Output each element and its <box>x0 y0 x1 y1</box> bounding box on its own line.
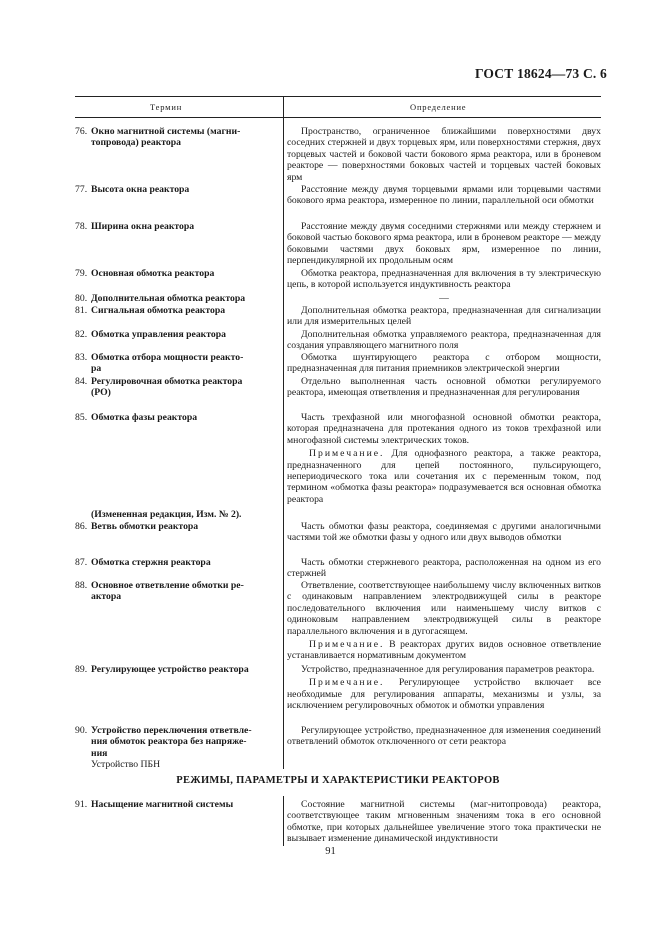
term-text: Обмотка управления реактора <box>91 329 226 340</box>
definition-note <box>287 677 601 711</box>
term-cell <box>75 412 280 423</box>
entry-number: 81. <box>75 305 88 316</box>
entry-number: 89. <box>75 664 88 675</box>
entry-number: 80. <box>75 293 88 304</box>
entry-number: 79. <box>75 268 88 279</box>
header-bottom-rule <box>75 117 601 118</box>
term-cell <box>75 221 280 232</box>
term-cell <box>75 664 280 675</box>
section-title: РЕЖИМЫ, ПАРАМЕТРЫ И ХАРАКТЕРИСТИКИ РЕАКТОРОВ <box>176 775 500 786</box>
column-divider <box>283 117 284 769</box>
term-text-cont: (РО) <box>91 387 111 399</box>
note-label: Примечание. <box>309 677 385 689</box>
definition-cell <box>287 126 601 183</box>
term-cell <box>75 184 280 195</box>
term-text-cont: топровода) реактора <box>91 137 181 149</box>
term-text: Обмотка стержня реактора <box>91 557 211 568</box>
definition-text: — <box>439 293 449 304</box>
entry-number: 84. <box>75 376 88 387</box>
definition-text: Часть трехфазной или многофазной основной обмотки реактора, которая предназначена для протекания одного из токов трехфазной или многофазной системы электрических токов. <box>287 412 601 446</box>
definition-text: Часть обмотки фазы реактора, соединяемая с другими аналогичными частями той же обмотки фазы у одного или двух выводов обмотки <box>287 521 601 544</box>
definition-text: Ответвление, соответствующее наибольшему числу включенных витков с одинаковым направлением электродвижущей силы в реакторе последовательного включения или наименьшему числу витков с одиноковым направлением электродвижущей силы в реакторе параллельного включения и в дугогасящем. <box>287 580 601 637</box>
entry-number: 91. <box>75 799 88 810</box>
term-cell <box>75 293 280 304</box>
definition-cell <box>287 221 601 267</box>
definition-cell <box>287 664 601 712</box>
definition-text: Пространство, ограниченное ближайшими поверхностями двух соседних стержней и двух торцевых ярм, или поверхностями стержня, двух торцевых частей и боковой части бокового ярма реактора, или в броневом реакторе — поверхностями боковых частей и торцевых частей боковых ярм <box>287 126 601 183</box>
term-text: Регулировочная обмотка реактора <box>91 376 243 387</box>
definition-text: Дополнительная обмотка управляемого реактора, предназначенная для создания управляющего магнитного поля <box>287 329 601 352</box>
term-text: Дополнительная обмотка реактора <box>91 293 246 304</box>
definition-cell <box>287 352 601 375</box>
column-divider-lower <box>283 796 284 846</box>
definition-text: Дополнительная обмотка реактора, предназначенная для сигнализации или для измерительных целей <box>287 305 601 328</box>
entry-number: 88. <box>75 580 88 591</box>
entry-number: 76. <box>75 126 88 137</box>
definition-note <box>287 448 601 505</box>
term-text: Ширина окна реактора <box>91 221 195 232</box>
amendment-note: (Измененная редакция, Изм. № 2). <box>91 509 242 520</box>
entry-number: 78. <box>75 221 88 232</box>
definition-cell <box>287 329 601 352</box>
term-text: Ветвь обмотки реактора <box>91 521 199 532</box>
term-text: Сигнальная обмотка реактора <box>91 305 226 316</box>
term-cell <box>75 352 280 375</box>
entry-number: 87. <box>75 557 88 568</box>
document-reference: ГОСТ 18624—73 С. 6 <box>474 66 607 81</box>
entry-number: 90. <box>75 725 88 736</box>
term-text: Регулирующее устройство реактора <box>91 664 249 675</box>
term-text: Окно магнитной системы (магни- <box>91 126 241 137</box>
term-cell <box>75 799 280 810</box>
definition-text: Расстояние между двумя соседними стержнями или между стержнем и боковой частью бокового ярма реактора, или в броневом реакторе — между боковыми частями двух боковых ярм, измеренное по линии, перпендикулярной их продольным осям <box>287 221 601 267</box>
term-text: Обмотка отбора мощности реакто- <box>91 352 244 363</box>
definition-text: Состояние магнитной системы (маг-нитопровода) реактора, соответствующее таким мгновенным значениям тока в его основной обмотке, при которых дальнейшее увеличение этого тока практически не вызывает изменение динамической индуктивности <box>287 799 601 845</box>
definition-text: Часть обмотки стержневого реактора, расположенная на одном из его стержней <box>287 557 601 580</box>
term-cell <box>75 521 280 532</box>
definition-text: Регулирующее устройство, предназначенное для изменения соединений ответвлений обмоток отключенного от сети реактора <box>287 725 601 748</box>
term-text: Основная обмотка реактора <box>91 268 215 279</box>
definition-text: Обмотка шунтирующего реактора с отбором мощности, предназначенная для питания приемников электрической энергии <box>287 352 601 375</box>
table-top-rule <box>75 96 601 97</box>
entry-number: 83. <box>75 352 88 363</box>
term-text: Основное ответвление обмотки ре- <box>91 580 244 591</box>
entry-number: 77. <box>75 184 88 195</box>
column-header-term: Термин <box>150 102 183 112</box>
column-header-definition: Определение <box>410 102 467 112</box>
term-cell <box>75 376 280 399</box>
definition-text: Обмотка реактора, предназначенная для включения в ту электрическую цепь, в которой используется индуктивность реактора <box>287 268 601 291</box>
note-label: Примечание. <box>309 448 385 460</box>
term-cell <box>75 126 280 149</box>
definition-cell <box>287 521 601 544</box>
definition-cell <box>287 376 601 399</box>
entry-number: 82. <box>75 329 88 340</box>
term-text: Насыщение магнитной системы <box>91 799 234 810</box>
term-text: Высота окна реактора <box>91 184 190 195</box>
term-text: Устройство переключения ответвле- <box>91 725 252 736</box>
definition-cell <box>287 293 601 304</box>
term-cell <box>75 305 280 316</box>
note-label: Примечание. <box>309 639 385 651</box>
note-text: В реакторах других видов основное ответвление устанавливается нормативным документом <box>287 639 601 662</box>
term-cell <box>75 580 280 603</box>
definition-note <box>287 639 601 662</box>
note-text: Для однофазного реактора, а также реактора, предназначенного для цепей постоянного, пульсирующего, непериодического тока или сочетания их с переменным током, под термином «обмотка фазы реактора» подразумевается вся основная обмотка реактора <box>287 448 602 505</box>
term-cell <box>75 557 280 568</box>
definition-cell <box>287 725 601 748</box>
term-cell <box>75 268 280 279</box>
term-text-cont: ния <box>91 747 108 759</box>
term-cell <box>75 329 280 340</box>
term-text: Обмотка фазы реактора <box>91 412 198 423</box>
definition-text: Отдельно выполненная часть основной обмотки регулируемого реактора, имеющая ответвления и предназначенная для регулирования <box>287 376 601 399</box>
definition-cell <box>287 412 601 505</box>
note-text: Регулирующее устройство включает все необходимые для регулирования аппараты, механизмы и узлы, за исключением регулировочных обмоток и обмотки управления <box>287 677 601 712</box>
definition-cell <box>287 580 601 662</box>
term-text-cont: ния обмоток реактора без напряже- <box>91 736 247 748</box>
definition-cell <box>287 305 601 328</box>
header-divider <box>283 96 284 117</box>
definition-text: Расстояние между двумя торцевыми ярмами или торцевыми частями бокового ярма реактора, измеренное по линии, параллельной оси обмотки <box>287 184 601 207</box>
term-abbreviation: Устройство ПБН <box>91 759 161 771</box>
definition-cell <box>287 799 601 845</box>
definition-cell <box>287 268 601 291</box>
page-number: 91 <box>325 846 336 857</box>
term-text-cont: ра <box>91 363 102 375</box>
term-cell <box>75 725 280 771</box>
definition-text: Устройство, предназначенное для регулирования параметров реактора. <box>301 664 595 675</box>
term-text-cont: актора <box>91 591 122 603</box>
definition-cell <box>287 184 601 207</box>
definition-cell <box>287 557 601 580</box>
entry-number: 86. <box>75 521 88 532</box>
entry-number: 85. <box>75 412 88 423</box>
term-cell <box>75 509 305 520</box>
